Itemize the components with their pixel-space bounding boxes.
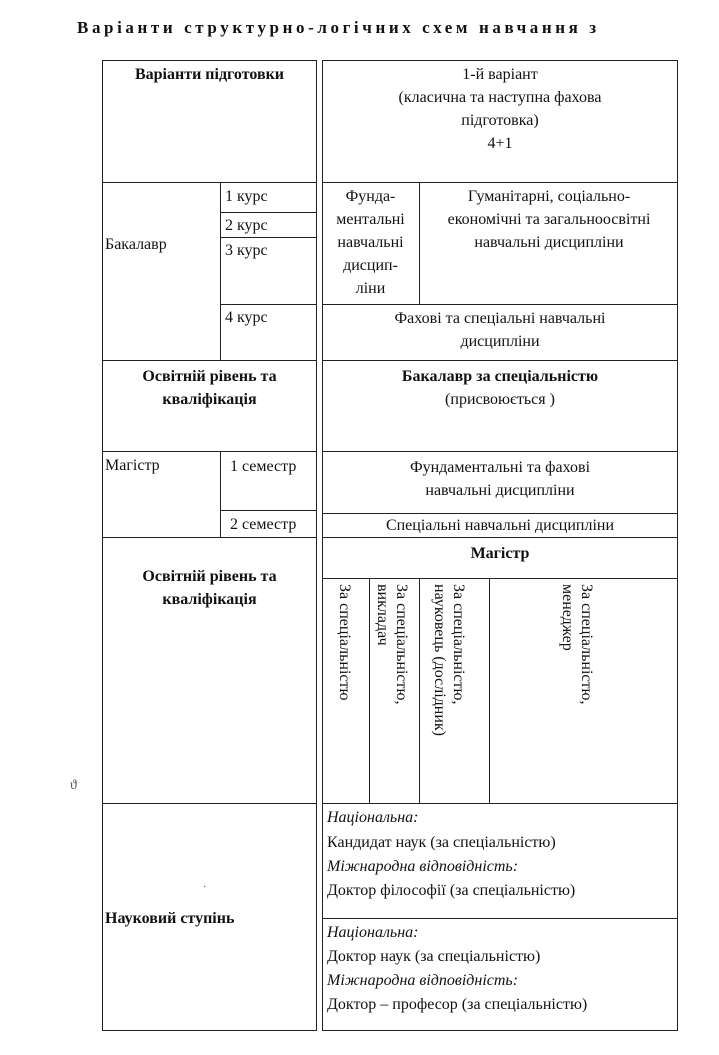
course-divider [220,182,221,360]
fundamental-line1: Фунда- [345,188,396,205]
master-col-divider [369,578,370,803]
course-divider [220,304,317,305]
level2-header: Магістр [470,545,530,562]
professional-line2: дисципліни [460,333,540,350]
fundamental-line3: навчальні [337,234,404,251]
right-divider [322,182,678,183]
semester2-text: Спеціальні навчальні дисципліни [385,517,615,534]
degree-a-national: Національна: [327,809,419,826]
semester-2: 2 семестр [230,516,297,533]
professional-line1: Фахові та спеціальні навчальні [394,310,606,327]
degree-a-intl: Міжнародна відповідність: [327,858,519,875]
semester-divider [220,510,317,511]
level1-label-line2: кваліфікація [162,391,257,408]
humanities-line2: економічні та загальноосвітні [447,211,651,228]
degree-a-value: Кандидат наук (за спеціальністю) [327,834,556,851]
left-divider [102,537,317,538]
bachelor-label: Бакалавр [105,236,167,253]
left-divider [102,451,317,452]
fundamental-line2: ментальні [336,211,405,228]
right-divider [322,803,678,804]
master-col-3: За спеціальністю, науковець (дослідник) [431,584,467,736]
level1-note: (присвоюється ) [445,391,555,408]
master-col-divider [489,578,490,803]
degree-b-intl-value: Доктор – професор (за спеціальністю) [327,996,588,1013]
left-divider [102,360,317,361]
course-4: 4 курс [225,309,268,326]
scan-dot: · [203,882,207,893]
humanities-line3: навчальні дисципліни [474,234,624,251]
scan-mark: ϑ [70,778,77,793]
left-divider [102,182,317,183]
right-divider [322,918,678,919]
header-right-line4: 4+1 [487,135,513,152]
right-divider [322,578,678,579]
course-2: 2 курс [225,217,268,234]
master-col-2: За спеціальністю, викладач [374,584,410,705]
semester-divider [220,451,221,537]
degree-b-value: Доктор наук (за спеціальністю) [327,948,541,965]
master-col-divider [419,578,420,803]
master-col-4: За спеціальністю, менеджер [559,584,595,705]
discipline-divider [419,182,420,304]
course-1: 1 курс [225,188,268,205]
semester1-line1: Фундаментальні та фахові [409,459,591,476]
course-divider [220,212,317,213]
right-divider [322,451,678,452]
degree-b-intl: Міжнародна відповідність: [327,972,519,989]
course-3: 3 курс [225,242,268,259]
degree-a-intl-value: Доктор філософії (за спеціальністю) [327,882,576,899]
right-divider [322,360,678,361]
header-left: Варіанти підготовки [134,66,285,83]
level1-label-line1: Освітній рівень та [142,368,277,385]
header-right-line1: 1-й варіант [462,66,538,83]
course-divider [220,237,317,238]
page-title: Варіанти структурно-логічних схем навчання з [77,18,600,37]
header-right-line3: підготовка) [461,112,539,129]
fundamental-line5: ліни [355,280,386,297]
master-label: Магістр [105,457,160,474]
semester1-line2: навчальні дисципліни [425,482,575,499]
header-right-line2: (класична та наступна фахова [398,89,602,106]
fundamental-line4: дисцип- [343,257,398,274]
level2-label-line2: кваліфікація [162,591,257,608]
left-divider [102,803,317,804]
humanities-line1: Гуманітарні, соціально- [467,188,631,205]
level1-value: Бакалавр за спеціальністю [401,368,599,385]
level2-label-line1: Освітній рівень та [142,568,277,585]
degree-label: Науковий ступінь [105,910,235,927]
master-col-1: За спеціальністю [336,584,353,701]
left-column-frame [102,60,317,1031]
right-divider [322,513,678,514]
right-divider [322,537,678,538]
right-divider [322,304,678,305]
degree-b-national: Національна: [327,924,419,941]
semester-1: 1 семестр [230,458,297,475]
